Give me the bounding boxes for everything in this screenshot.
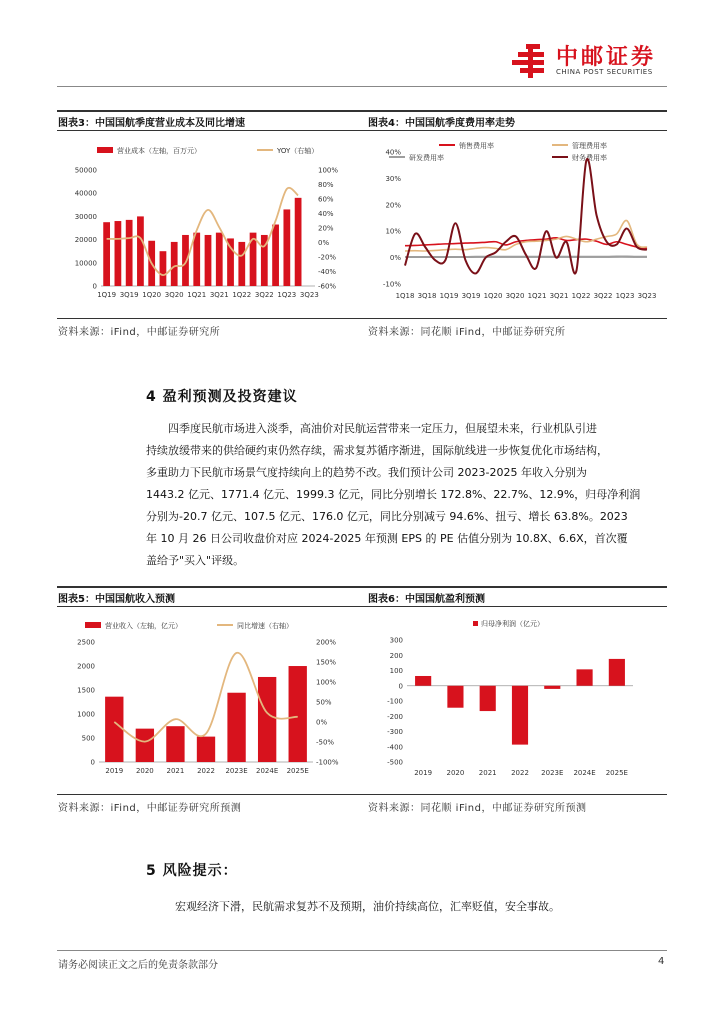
fig-row2-bottom-rule xyxy=(57,794,667,795)
fig5-x-tick-label: 2021 xyxy=(166,767,185,775)
fig3-right-tick-label: 0% xyxy=(318,239,330,247)
fig6-y-tick-label: 100 xyxy=(389,667,403,675)
fig4-x-tick-label: 1Q20 xyxy=(483,292,503,300)
logo-text-en: CHINA POST SECURITIES xyxy=(556,68,653,76)
section4-paragraph xyxy=(146,418,666,572)
fig3-right-tick-label: 20% xyxy=(318,224,334,233)
fig6-y-tick-label: 200 xyxy=(389,651,403,660)
section4-line: 年 10 月 26 日公司收盘价对应 2024-2025 年预测 EPS 的 PE 估值分别为 10.8X、6.6X，首次覆 xyxy=(146,532,628,545)
fig4-legend-fin-label: 财务费用率 xyxy=(572,154,607,162)
fig3-x-tick-label: 1Q19 xyxy=(97,291,117,299)
fig5-right-tick-label: 50% xyxy=(316,698,332,707)
fig5-left-tick-label: 2500 xyxy=(77,638,95,647)
fig3-right-tick-label: -20% xyxy=(318,253,337,262)
fig4-source: 资料来源：同花顺 iFind，中邮证券研究所 xyxy=(368,327,566,338)
fig4-x-tick-label: 3Q21 xyxy=(549,292,569,300)
fig6-y-tick-label: -500 xyxy=(387,758,403,767)
fig5-x-tick-label: 2019 xyxy=(105,767,124,775)
fig4-y-tick-label: 0% xyxy=(389,254,401,263)
fig3-bar xyxy=(295,198,302,286)
fig3-title: 图表3：中国国航季度营业成本及同比增速 xyxy=(58,118,245,129)
fig6-y-tick-label: 300 xyxy=(389,636,403,645)
section4-line: 持续放缓带来的供给硬约束仍然存续，需求复苏循序渐进，国际航线进一步恢复优化市场结构， xyxy=(146,444,608,457)
fig5-x-tick-label: 2022 xyxy=(197,767,215,775)
fig3-x-tick-label: 3Q19 xyxy=(119,291,139,299)
fig3-right-tick-label: 80% xyxy=(318,181,334,189)
fig3-left-tick-label: 50000 xyxy=(74,166,97,175)
fig6-bar xyxy=(512,686,528,745)
fig3-bar xyxy=(283,209,290,286)
fig4-x-tick-label: 1Q23 xyxy=(615,292,635,300)
fig3-right-tick-label: -60% xyxy=(318,282,337,291)
fig6-y-tick-label: -100 xyxy=(387,697,403,706)
fig5-right-tick-label: 100% xyxy=(316,678,337,687)
fig6-y-tick-label: 0 xyxy=(398,682,403,691)
section4-line: 1443.2 亿元、1771.4 亿元、1999.3 亿元，同比分别增长 172.8%、22.7%、12.9%，归母净利润 xyxy=(146,488,641,501)
fig4-x-tick-label: 1Q18 xyxy=(395,292,415,300)
fig3-chart xyxy=(57,134,362,316)
fig5-legend-bar-swatch xyxy=(85,622,101,628)
fig4-x-tick-label: 3Q23 xyxy=(637,292,657,300)
section4-line: 分别为-20.7 亿元、107.5 亿元、176.0 亿元，同比分别减亏 94.6%、扭亏、增长 63.8%。2023 xyxy=(146,510,628,523)
fig3-bar xyxy=(216,233,223,286)
section5-text: 宏观经济下滑，民航需求复苏不及预期，油价持续高位，汇率贬值，安全事故。 xyxy=(175,900,560,913)
company-logo xyxy=(512,40,672,82)
fig3-bar xyxy=(272,225,279,286)
fig4-legend-admin-label: 管理费用率 xyxy=(572,142,607,150)
fig3-x-tick-label: 1Q22 xyxy=(232,291,252,299)
fig3-legend-line-label: YOY（右轴） xyxy=(277,147,319,155)
logo-text-cn: 中邮证券 xyxy=(556,45,657,70)
fig5-x-tick-label: 2020 xyxy=(135,767,154,775)
fig6-bar xyxy=(577,669,593,685)
fig5-bar xyxy=(197,737,215,762)
fig3-left-tick-label: 30000 xyxy=(74,212,97,221)
fig-row2-top-rule xyxy=(57,586,667,588)
fig6-bar xyxy=(480,686,496,711)
fig5-left-tick-label: 1500 xyxy=(77,686,95,695)
fig5-title: 图表5：中国国航收入预测 xyxy=(58,594,175,605)
fig4-x-tick-label: 1Q21 xyxy=(527,292,547,300)
fig5-left-tick-label: 2000 xyxy=(77,662,95,671)
fig6-x-tick-label: 2021 xyxy=(478,769,497,777)
fig3-source: 资料来源：iFind，中邮证券研究所 xyxy=(58,327,221,338)
fig3-x-tick-label: 1Q20 xyxy=(142,291,162,299)
fig5-bar xyxy=(289,666,307,762)
fig3-bar xyxy=(205,235,212,286)
fig3-x-tick-label: 3Q20 xyxy=(164,291,184,299)
fig6-legend-swatch xyxy=(473,621,478,626)
fig4-legend-sales-label: 销售费用率 xyxy=(459,142,494,150)
fig6-x-tick-label: 2022 xyxy=(511,769,529,777)
fig6-y-tick-label: -300 xyxy=(387,728,403,736)
fig4-y-tick-label: 20% xyxy=(385,201,401,210)
fig-row2-sub-rule xyxy=(57,606,667,607)
fig4-x-tick-label: 3Q18 xyxy=(417,292,437,300)
fig5-right-tick-label: 0% xyxy=(316,718,328,727)
fig5-bar xyxy=(136,729,154,762)
fig3-legend-bar-swatch xyxy=(97,147,113,153)
fig3-legend-bar-label: 营业成本（左轴，百万元） xyxy=(117,147,201,155)
fig3-left-tick-label: 20000 xyxy=(74,236,97,245)
fig6-bar xyxy=(544,686,560,689)
fig5-right-tick-label: -50% xyxy=(316,738,335,747)
fig6-bar xyxy=(447,686,463,708)
fig6-chart xyxy=(367,610,667,790)
fig4-title: 图表4：中国国航季度费用率走势 xyxy=(368,118,515,129)
fig5-bar xyxy=(166,726,184,762)
fig5-x-tick-label: 2025E xyxy=(286,767,309,775)
fig5-left-tick-label: 0 xyxy=(90,758,95,767)
fig3-yoy-line xyxy=(107,188,298,275)
header-rule xyxy=(57,86,667,87)
fig5-right-tick-label: 150% xyxy=(316,658,337,667)
fig4-chart xyxy=(367,134,667,316)
fig5-right-tick-label: 200% xyxy=(316,638,337,647)
footer-rule xyxy=(57,950,667,951)
fig5-legend-bar-label: 营业收入（左轴，亿元） xyxy=(105,622,182,630)
fig3-x-tick-label: 3Q21 xyxy=(209,291,229,299)
fig6-x-tick-label: 2025E xyxy=(605,769,628,777)
fig6-bar xyxy=(415,676,431,686)
fig3-bar xyxy=(103,222,110,286)
fig5-chart xyxy=(57,610,362,790)
fig3-bar xyxy=(137,216,144,286)
fig3-right-tick-label: -40% xyxy=(318,268,337,276)
fig3-right-tick-label: 100% xyxy=(318,166,339,175)
fig3-left-tick-label: 40000 xyxy=(74,189,97,198)
section4-title: 4 盈利预测及投资建议 xyxy=(146,389,298,405)
fig4-x-tick-label: 1Q22 xyxy=(571,292,591,300)
fig5-left-tick-label: 1000 xyxy=(77,710,95,719)
fig5-x-tick-label: 2023E xyxy=(225,767,248,775)
fig4-x-tick-label: 3Q20 xyxy=(505,292,525,300)
section4-line: 多重助力下民航市场景气度持续向上的趋势不改。我们预计公司 2023-2025 年收入分别为 xyxy=(146,466,587,479)
fig3-right-tick-label: 60% xyxy=(318,195,334,204)
fig6-source: 资料来源：同花顺 iFind，中邮证券研究所预测 xyxy=(368,803,587,814)
logo-mark-icon xyxy=(512,42,550,80)
fig6-x-tick-label: 2024E xyxy=(573,769,596,777)
fig4-y-tick-label: 30% xyxy=(385,174,401,183)
section5-title: 5 风险提示： xyxy=(146,863,238,879)
fig6-y-tick-label: -200 xyxy=(387,712,403,721)
fig3-bar xyxy=(126,220,133,286)
fig5-left-tick-label: 500 xyxy=(81,734,95,743)
fig3-bar xyxy=(160,251,167,286)
fig3-right-tick-label: 40% xyxy=(318,210,334,218)
fig3-x-tick-label: 3Q22 xyxy=(254,291,274,299)
fig4-y-tick-label: 10% xyxy=(385,227,401,236)
fig4-y-tick-label: 40% xyxy=(385,148,401,157)
fig6-bar xyxy=(609,659,625,686)
fig6-x-tick-label: 2023E xyxy=(541,769,564,777)
page-number: 4 xyxy=(658,956,665,967)
fig3-bar xyxy=(238,242,245,286)
fig4-x-tick-label: 3Q19 xyxy=(461,292,481,300)
fig5-source: 资料来源：iFind，中邮证券研究所预测 xyxy=(58,803,242,814)
fig6-title: 图表6：中国国航盈利预测 xyxy=(368,594,485,605)
fig6-x-tick-label: 2019 xyxy=(414,769,433,777)
fig4-x-tick-label: 3Q22 xyxy=(593,292,613,300)
fig3-bar xyxy=(171,242,178,286)
fig4-x-tick-label: 1Q19 xyxy=(439,292,459,300)
fig5-bar xyxy=(227,693,245,762)
fig5-bar xyxy=(105,697,123,762)
fig-row1-bottom-rule xyxy=(57,318,667,319)
section4-line: 盖给予"买入"评级。 xyxy=(146,554,245,567)
fig6-y-tick-label: -400 xyxy=(387,743,403,752)
section4-line: 四季度民航市场进入淡季，高油价对民航运营带来一定压力，但展望未来，行业机队引进 xyxy=(168,422,597,435)
fig6-x-tick-label: 2020 xyxy=(446,769,465,777)
fig3-bar xyxy=(182,235,189,286)
footer-disclaimer: 请务必阅读正文之后的免责条款部分 xyxy=(58,960,218,971)
fig4-sales-line xyxy=(405,238,647,249)
fig3-left-tick-label: 0 xyxy=(92,282,97,291)
fig3-x-tick-label: 1Q21 xyxy=(187,291,207,299)
fig-row1-top-rule xyxy=(57,110,667,112)
fig5-right-tick-label: -100% xyxy=(316,758,339,767)
fig-row1-sub-rule xyxy=(57,130,667,131)
fig3-bar xyxy=(115,221,122,286)
fig3-left-tick-label: 10000 xyxy=(74,259,97,268)
fig5-legend-line-label: 同比增速（右轴） xyxy=(237,622,293,630)
fig4-legend-rd-label: 研发费用率 xyxy=(409,154,444,162)
fig6-legend-label: 归母净利润（亿元） xyxy=(481,620,544,628)
fig3-x-tick-label: 3Q23 xyxy=(299,291,319,299)
fig5-bar xyxy=(258,677,276,762)
fig3-bar xyxy=(193,233,200,286)
fig3-x-tick-label: 1Q23 xyxy=(277,291,297,299)
fig5-x-tick-label: 2024E xyxy=(256,767,279,775)
fig4-y-tick-label: -10% xyxy=(382,280,401,289)
